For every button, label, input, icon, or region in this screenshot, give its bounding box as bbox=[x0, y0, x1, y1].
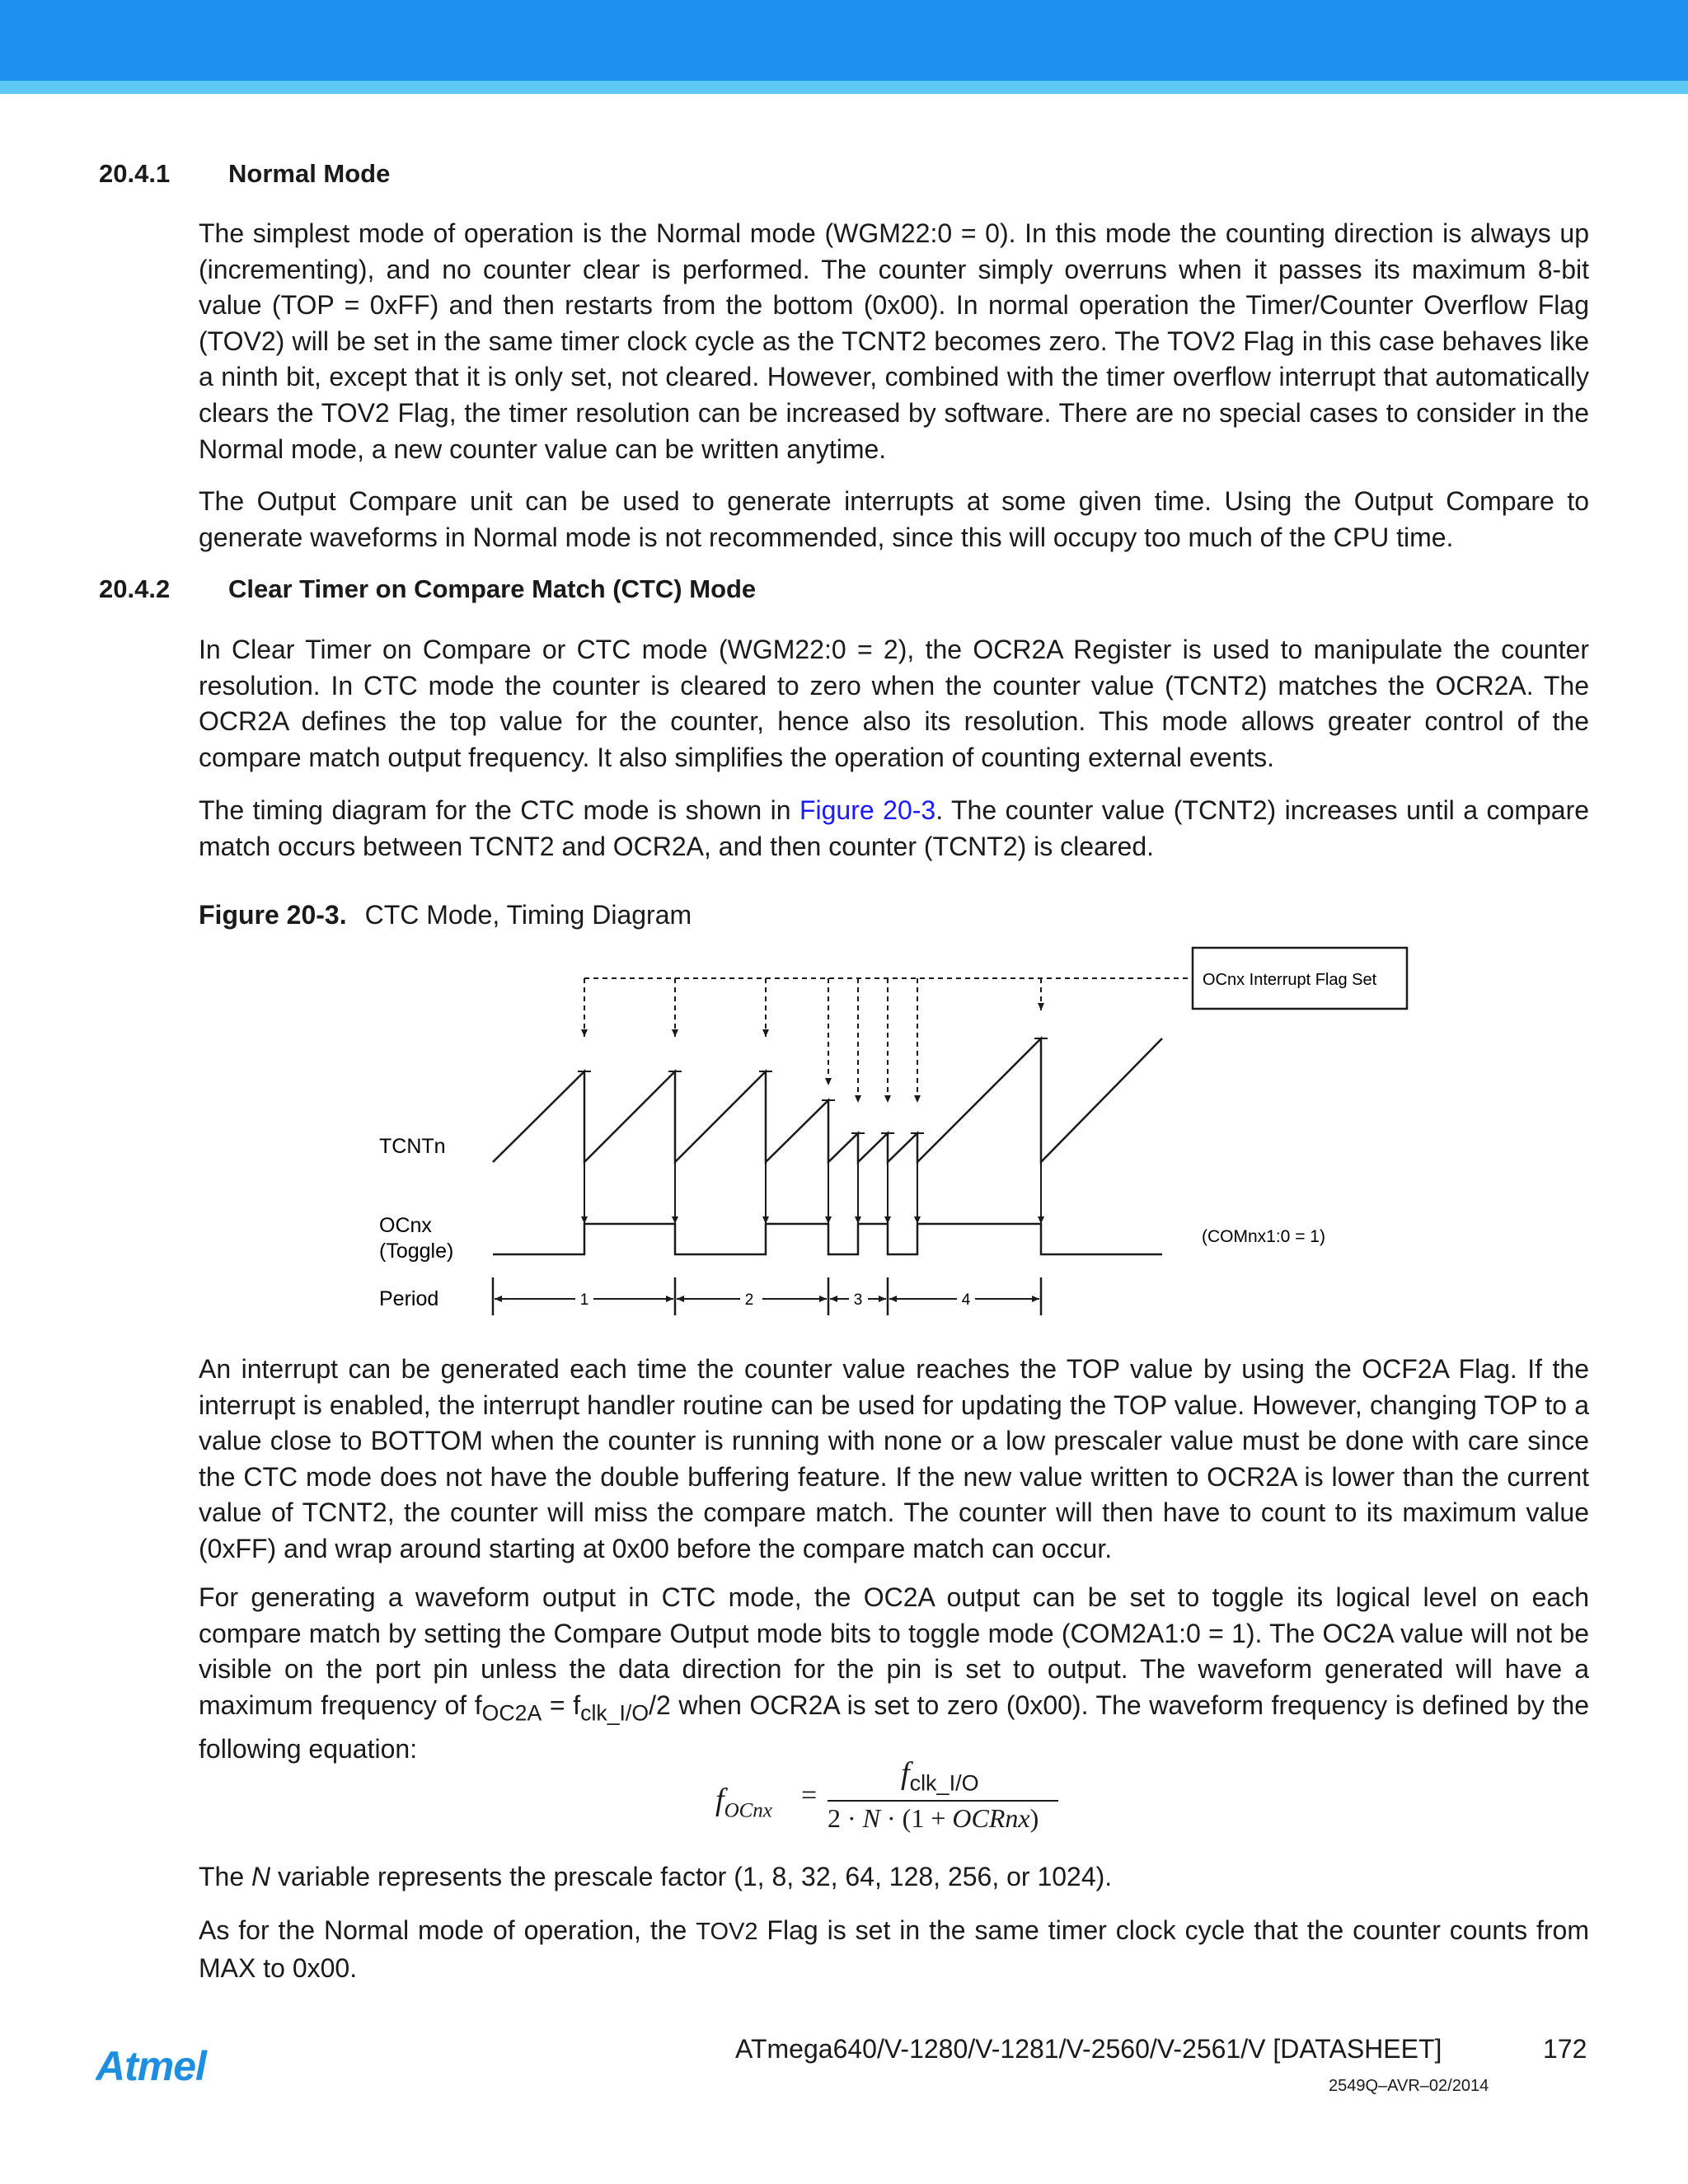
text-run: The timing diagram for the CTC mode is shown in bbox=[199, 795, 799, 825]
subscript: clk_I/O bbox=[580, 1700, 649, 1726]
ocnx-label: OCnx bbox=[379, 1214, 432, 1237]
section-title: Normal Mode bbox=[228, 159, 391, 188]
equation-denominator bbox=[828, 1803, 1039, 1834]
equation-lhs bbox=[715, 1782, 772, 1823]
figure-title: CTC Mode, Timing Diagram bbox=[364, 900, 692, 930]
paragraph: In Clear Timer on Compare or CTC mode (WGM22:0 = 2), the OCR2A Register is used to manipulate the counter resolution. In CTC mode the counter is cleared to zero when the counter value (TCNT2) matches the OCR2A. The OCR2A defines the top value for the counter, hence also its resolution. This mode allows greater control of the compare match output frequency. It also simplifies the operation of counting external events. bbox=[199, 635, 1589, 772]
ctc-timing-diagram bbox=[0, 931, 1688, 1327]
paragraph: An interrupt can be generated each time the counter value reaches the TOP value by using the OCF2A Flag. If the interrupt is enabled, the interrupt handler routine can be used for updating the TOP value. However, changing TOP to a value close to BOTTOM when the counter is running with none or a low prescaler value must be done with care since the CTC mode does not have the double buffering feature. If the new value written to OCR2A is lower than the current value of TCNT2, the counter will miss the compare match. The counter will then have to count to its maximum value (0xFF) and wrap around starting at 0x00 before the compare match can occur. bbox=[199, 1354, 1589, 1563]
period-number: 4 bbox=[961, 1291, 971, 1309]
variable: N bbox=[251, 1862, 271, 1891]
figure-label: Figure 20-3. bbox=[199, 900, 347, 930]
subscript: clk_I/O bbox=[909, 1770, 979, 1796]
equation-numerator bbox=[901, 1755, 979, 1797]
symbol: f bbox=[901, 1756, 910, 1791]
text-run: variable represents the prescale factor (1, 8, 32, 64, 128, 256, or 1024). bbox=[270, 1862, 1113, 1891]
header-stripe bbox=[0, 81, 1688, 94]
text-run: · (1 + bbox=[880, 1803, 953, 1833]
period-number: 2 bbox=[744, 1291, 754, 1309]
symbol: f bbox=[715, 1783, 724, 1817]
text-run: For generating a waveform output in CTC mode, the OC2A output can be set to toggle its logical level on each compare match by setting the Compare Output mode bits to toggle mode (COM2A1:0 = 1). The OC2A value will not be visible on the port pin unless the data direction for the pin is set to output. The waveform generated will have a maximum frequency of f bbox=[199, 1582, 1589, 1720]
doc-code: 2549Q–AVR–02/2014 bbox=[1329, 2077, 1489, 2095]
ocnx-waveform bbox=[493, 1224, 1162, 1254]
section-heading-normal-mode bbox=[99, 159, 390, 189]
header-band bbox=[0, 0, 1688, 81]
text-run: ) bbox=[1029, 1803, 1039, 1833]
footer-doc-title: ATmega640/V-1280/V-1281/V-2560/V-2561/V [DATASHEET] bbox=[735, 2034, 1442, 2064]
text-run: As for the Normal mode of operation, the bbox=[199, 1915, 696, 1945]
section-number: 20.4.1 bbox=[99, 159, 171, 188]
text-run: /2 when OCR2A is set to zero (0x00). The waveform frequency is defined by the following equation: bbox=[199, 1690, 1590, 1764]
paragraph: The simplest mode of operation is the Normal mode (WGM22:0 = 0). In this mode the counting direction is always up (incrementing), and no counter clear is performed. The counter simply overruns when it passes its maximum 8-bit value (TOP = 0xFF) and then restarts from the bottom (0x00). In normal operation the Timer/Counter Overflow Flag (TOV2) will be set in the same timer clock cycle as the TCNT2 becomes zero. The TOV2 Flag in this case behaves like a ninth bit, except that it is only set, not cleared. However, combined with the timer overflow interrupt that automatically clears the TOV2 Flag, the timer resolution can be increased by software. There are no special cases to consider in the Normal mode, a new counter value can be written anytime. bbox=[199, 218, 1589, 464]
paragraph bbox=[199, 1913, 1589, 1986]
figure-link[interactable]: Figure 20-3 bbox=[799, 795, 936, 825]
symbol: OCRnx bbox=[952, 1803, 1030, 1833]
section-heading-ctc-mode bbox=[99, 574, 756, 604]
text-run: TOV2 bbox=[696, 1919, 758, 1945]
logo-text: Atmel bbox=[96, 2043, 206, 2089]
paragraph: The Output Compare unit can be used to generate interrupts at some given time. Using the Output Compare to generate waveforms in Normal mode is not recommended, since this will occupy too much of the CPU time. bbox=[199, 486, 1589, 552]
text-run: Flag is set in the same timer clock cycle that the counter counts from MAX to 0x00. bbox=[199, 1915, 1589, 1983]
equals-sign: = bbox=[801, 1780, 818, 1811]
period-label: Period bbox=[379, 1287, 439, 1310]
figure-caption bbox=[199, 900, 692, 930]
text-run: The bbox=[199, 1862, 252, 1891]
text-run: . The counter value (TCNT2) increases until a compare match occurs between TCNT2 and OCR2A, and then counter (TCNT2) is cleared. bbox=[199, 795, 1590, 861]
text-run: 2 · bbox=[828, 1803, 863, 1833]
top-markers bbox=[578, 1038, 1048, 1133]
fraction-bar bbox=[828, 1800, 1058, 1802]
atmel-logo bbox=[96, 2042, 244, 2092]
text-run: = f bbox=[542, 1690, 581, 1720]
interrupt-flag-label: OCnx Interrupt Flag Set bbox=[1203, 971, 1377, 989]
frequency-equation bbox=[715, 1755, 1078, 1838]
section-number: 20.4.2 bbox=[99, 574, 171, 603]
symbol: N bbox=[862, 1803, 880, 1833]
subscript: OCnx bbox=[724, 1799, 772, 1822]
section-title: Clear Timer on Compare Match (CTC) Mode bbox=[228, 574, 757, 603]
paragraph bbox=[199, 793, 1589, 865]
paragraph bbox=[199, 1859, 1589, 1896]
page-number: 172 bbox=[1543, 2034, 1587, 2064]
period-number: 3 bbox=[853, 1291, 863, 1309]
ocnx-transition-arrows bbox=[584, 1162, 1041, 1224]
tcnt-label: TCNTn bbox=[379, 1135, 446, 1158]
toggle-label: (Toggle) bbox=[379, 1240, 454, 1263]
paragraph bbox=[199, 1580, 1589, 1767]
subscript: OC2A bbox=[481, 1700, 542, 1726]
comnx-note: (COMnx1:0 = 1) bbox=[1202, 1227, 1325, 1246]
period-number: 1 bbox=[579, 1291, 589, 1309]
period-ticks bbox=[493, 1277, 1041, 1315]
